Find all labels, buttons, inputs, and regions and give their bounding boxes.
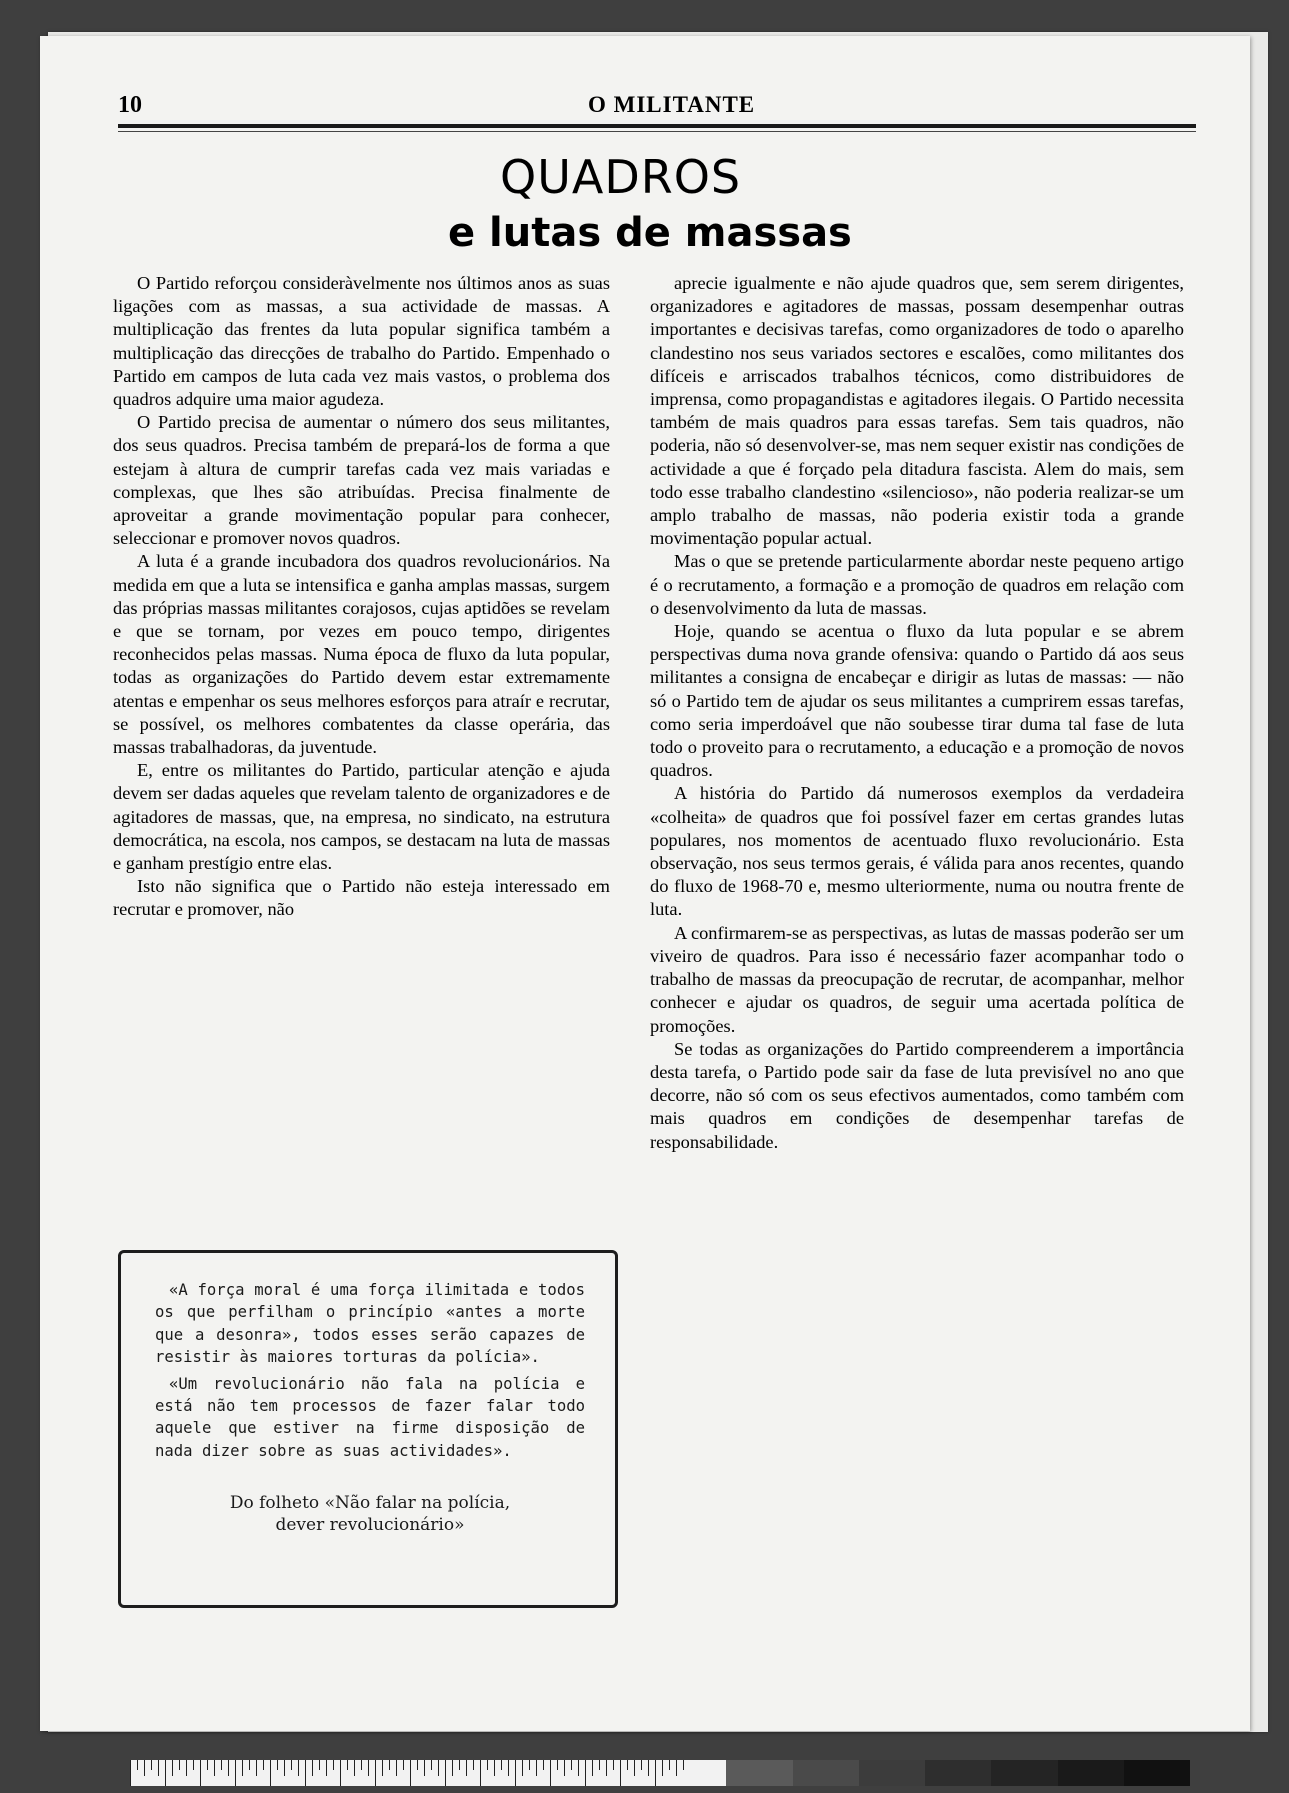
page-header <box>118 92 1196 126</box>
ruler-tick <box>676 1760 677 1776</box>
ruler-tick <box>648 1760 649 1776</box>
ruler-tick <box>487 1760 488 1770</box>
running-title: O MILITANTE <box>588 92 756 117</box>
ruler-segment <box>528 1760 594 1786</box>
ruler-tick <box>326 1760 327 1776</box>
ruler-tick <box>193 1760 194 1770</box>
ruler-tick <box>214 1760 215 1776</box>
ruler-tick <box>403 1760 404 1770</box>
ruler-tick <box>361 1760 362 1770</box>
ruler-tick <box>529 1760 530 1770</box>
ruler-tick <box>305 1760 306 1786</box>
ruler-tick <box>445 1760 446 1786</box>
ruler-tick <box>557 1760 558 1770</box>
ruler-tick <box>627 1760 628 1770</box>
ruler-tick <box>662 1760 663 1776</box>
paragraph: A confirmarem-se as perspectivas, as lutas de massas poderão ser um viveiro de quadros. Para isso é necessário fazer acompanhar todo o trabalho de massas da preocupação de recrutar, de acompanhar, melhor conhecer e ajudar os quadros, de seguir uma acertada política de promoções. <box>650 922 1184 1036</box>
page-number: 10 <box>118 92 142 118</box>
header-rule-thin <box>118 131 1196 132</box>
ruler-tick <box>179 1760 180 1770</box>
ruler-tick <box>256 1760 257 1776</box>
ruler-tick <box>683 1760 684 1770</box>
paragraph: aprecie igualmente e não ajude quadros que, sem serem dirigentes, organizadores e agitadores de massas, possam desempenhar outras importantes e decisivas tarefas, como organizadores de todo o aparelho clandestino nos seus variados sectores e escalões, como militantes dos difíceis e arriscados trabalhos técnicos, como distribuidores de imprensa, como propagandistas e agitadores ilegais. O Partido necessita também de mais quadros para essas tarefas. Sem tais quadros, não poderia, não só desenvolver-se, mas nem sequer existir nas condições de actividade a que é forçado pela ditadura fascista. Alem do mais, sem todo esse trabalho clandestino «silencioso», não poderia realizar-se um amplo trabalho de massas, não poderia existir toda a grande movimentação popular actual. <box>650 273 1184 549</box>
ruler-tick <box>452 1760 453 1776</box>
ruler-tick <box>368 1760 369 1776</box>
ruler-tick <box>459 1760 460 1770</box>
right-column <box>650 272 1184 1154</box>
ruler-tick <box>641 1760 642 1770</box>
ruler-tick <box>144 1760 145 1776</box>
ruler-tick <box>606 1760 607 1776</box>
ruler-tick <box>543 1760 544 1770</box>
ruler-tick <box>298 1760 299 1776</box>
ruler-tick <box>333 1760 334 1770</box>
ruler-tick <box>669 1760 670 1770</box>
paragraph: Se todas as organizações do Partido compreenderem a importância desta tarefa, o Partido pode sair da fase de luta previsível no ano que decorre, não só com os seus efectivos aumentados, como também com mais quadros em condições de desempenhar tarefas de responsabilidade. <box>650 1038 1184 1152</box>
quote-box <box>118 1250 618 1608</box>
ruler-tick <box>564 1760 565 1776</box>
ruler-tick <box>319 1760 320 1770</box>
ruler-tick <box>165 1760 166 1786</box>
ruler-tick <box>585 1760 586 1786</box>
ruler-segment <box>726 1760 792 1786</box>
paragraph: E, entre os militantes do Partido, particular atenção e ajuda devem ser dadas aqueles que revelam talento de organizadores e de agitadores de massas, que, na empresa, no sindicato, na estrutura democrática, na escola, nos campos, se destacam na luta de massas e ganham prestígio entre elas. <box>113 760 610 874</box>
left-column <box>113 272 610 922</box>
ruler-tick <box>389 1760 390 1770</box>
paragraph: O Partido reforçou consideràvelmente nos últimos anos as suas ligações com as massas, a sua actividade de massas. A multiplicação das frentes da luta popular significa também a multiplicação das direcções de trabalho do Partido. Empenhado o Partido em campos de luta cada vez mais vastos, o problema dos quadros adquire uma maior agudeza. <box>113 273 610 410</box>
quote-source <box>155 1492 585 1536</box>
ruler-tick <box>172 1760 173 1776</box>
ruler-tick <box>270 1760 271 1786</box>
quote-source-line: dever revolucionário» <box>275 1515 465 1536</box>
ruler-tick <box>431 1760 432 1770</box>
ruler-segment <box>991 1760 1057 1786</box>
ruler-tick <box>578 1760 579 1776</box>
ruler-segment <box>925 1760 991 1786</box>
scan-ruler <box>130 1760 1190 1786</box>
ruler-tick <box>634 1760 635 1776</box>
ruler-tick <box>613 1760 614 1770</box>
ruler-tick <box>466 1760 467 1776</box>
ruler-tick <box>277 1760 278 1770</box>
ruler-segment <box>793 1760 859 1786</box>
ruler-tick <box>550 1760 551 1786</box>
ruler-tick <box>158 1760 159 1776</box>
ruler-tick <box>284 1760 285 1776</box>
ruler-tick <box>200 1760 201 1786</box>
ruler-tick <box>228 1760 229 1776</box>
ruler-tick <box>375 1760 376 1786</box>
ruler-tick <box>599 1760 600 1770</box>
ruler-tick <box>522 1760 523 1776</box>
ruler-tick <box>354 1760 355 1776</box>
paragraph: A luta é a grande incubadora dos quadros revolucionários. Na medida em que a luta se intensifica e ganha amplas massas, surgem das próprias massas militantes corajosos, cujas aptidões se revelam e que se tornam, por vezes em pouco tempo, dirigentes reconhecidos pelas massas. Numa época de fluxo da luta popular, todas as organizações do Partido devem estar extremamente atentas e empenhar os seus melhores esforços para atraír e recrutar, se possível, os melhores combatentes da classe operária, das massas trabalhadoras, da juventude. <box>113 551 610 758</box>
paragraph: A história do Partido dá numerosos exemplos da verdadeira «colheita» de quadros que foi possível fazer em certas grandes lutas populares, nos momentos de acentuado fluxo revolucionário. Esta observação, nos seus termos gerais, é válida para anos recentes, quando do fluxo de 1968-70 e, mesmo ulteriormente, numa ou noutra frente de luta. <box>650 783 1184 920</box>
ruler-tick <box>501 1760 502 1770</box>
paragraph: O Partido precisa de aumentar o número dos seus militantes, dos seus quadros. Precisa também de prepará-los de forma a que estejam à altura de cumprir tarefas cada vez mais variadas e complexas, que lhes são atribuídas. Precisa finalmente de aproveitar a grande movimentação popular para conhecer, seleccionar e promover novos quadros. <box>113 412 610 549</box>
article-title: QUADROS <box>500 150 742 204</box>
ruler-tick <box>186 1760 187 1776</box>
ruler-tick <box>571 1760 572 1770</box>
ruler-tick <box>151 1760 152 1770</box>
ruler-tick <box>480 1760 481 1786</box>
ruler-tick <box>242 1760 243 1776</box>
ruler-tick <box>340 1760 341 1786</box>
paragraph: Mas o que se pretende particularmente abordar neste pequeno artigo é o recrutamento, a formação e a promoção de quadros em relação com o desenvolvimento da luta de massas. <box>650 551 1184 618</box>
ruler-tick <box>473 1760 474 1770</box>
quote-paragraph: «Um revolucionário não fala na polícia e está não tem processos de fazer falar todo aquele que estiver na firme disposição de nada dizer sobre as suas actividades». <box>155 1374 585 1460</box>
header-rule <box>118 124 1196 128</box>
ruler-tick <box>263 1760 264 1770</box>
ruler-tick <box>620 1760 621 1786</box>
ruler-tick <box>291 1760 292 1770</box>
ruler-tick <box>249 1760 250 1770</box>
paragraph: Isto não significa que o Partido não esteja interessado em recrutar e promover, não <box>113 876 610 920</box>
ruler-tick <box>312 1760 313 1776</box>
ruler-segment <box>859 1760 925 1786</box>
ruler-tick <box>382 1760 383 1776</box>
ruler-tick <box>410 1760 411 1786</box>
quote-paragraph: «A força moral é uma força ilimitada e todos os que perfilham o princípio «antes a morte que a desonra», todos esses serão capazes de resistir às maiores torturas da polícia». <box>155 1281 585 1367</box>
ruler-tick <box>417 1760 418 1770</box>
ruler-segment <box>1058 1760 1124 1786</box>
ruler-tick <box>494 1760 495 1776</box>
article-subtitle: e lutas de massas <box>448 210 852 256</box>
paragraph: Hoje, quando se acentua o fluxo da luta popular e se abrem perspectivas duma nova grande ofensiva: quando o Partido dá aos seus militantes a consigna de encabeçar e dirigir as lutas de massas: — não só o Partido tem de ajudar os seus militantes a cumprirem essas tarefas, como seria imperdoável que não soubesse tirar duma tal fase de luta todo o proveito para o recrutamento, a educação e a promoção de novos quadros. <box>650 621 1184 781</box>
ruler-tick <box>207 1760 208 1770</box>
ruler-tick <box>424 1760 425 1776</box>
ruler-tick <box>515 1760 516 1786</box>
ruler-tick <box>235 1760 236 1786</box>
ruler-segment <box>1124 1760 1190 1786</box>
ruler-tick <box>438 1760 439 1776</box>
ruler-tick <box>655 1760 656 1786</box>
ruler-tick <box>137 1760 138 1770</box>
ruler-tick <box>221 1760 222 1770</box>
ruler-tick <box>130 1760 131 1786</box>
ruler-tick <box>396 1760 397 1776</box>
quote-source-line: Do folheto «Não falar na polícia, <box>229 1493 511 1514</box>
ruler-tick <box>508 1760 509 1776</box>
ruler-tick <box>592 1760 593 1776</box>
ruler-tick <box>347 1760 348 1770</box>
ruler-tick <box>536 1760 537 1776</box>
